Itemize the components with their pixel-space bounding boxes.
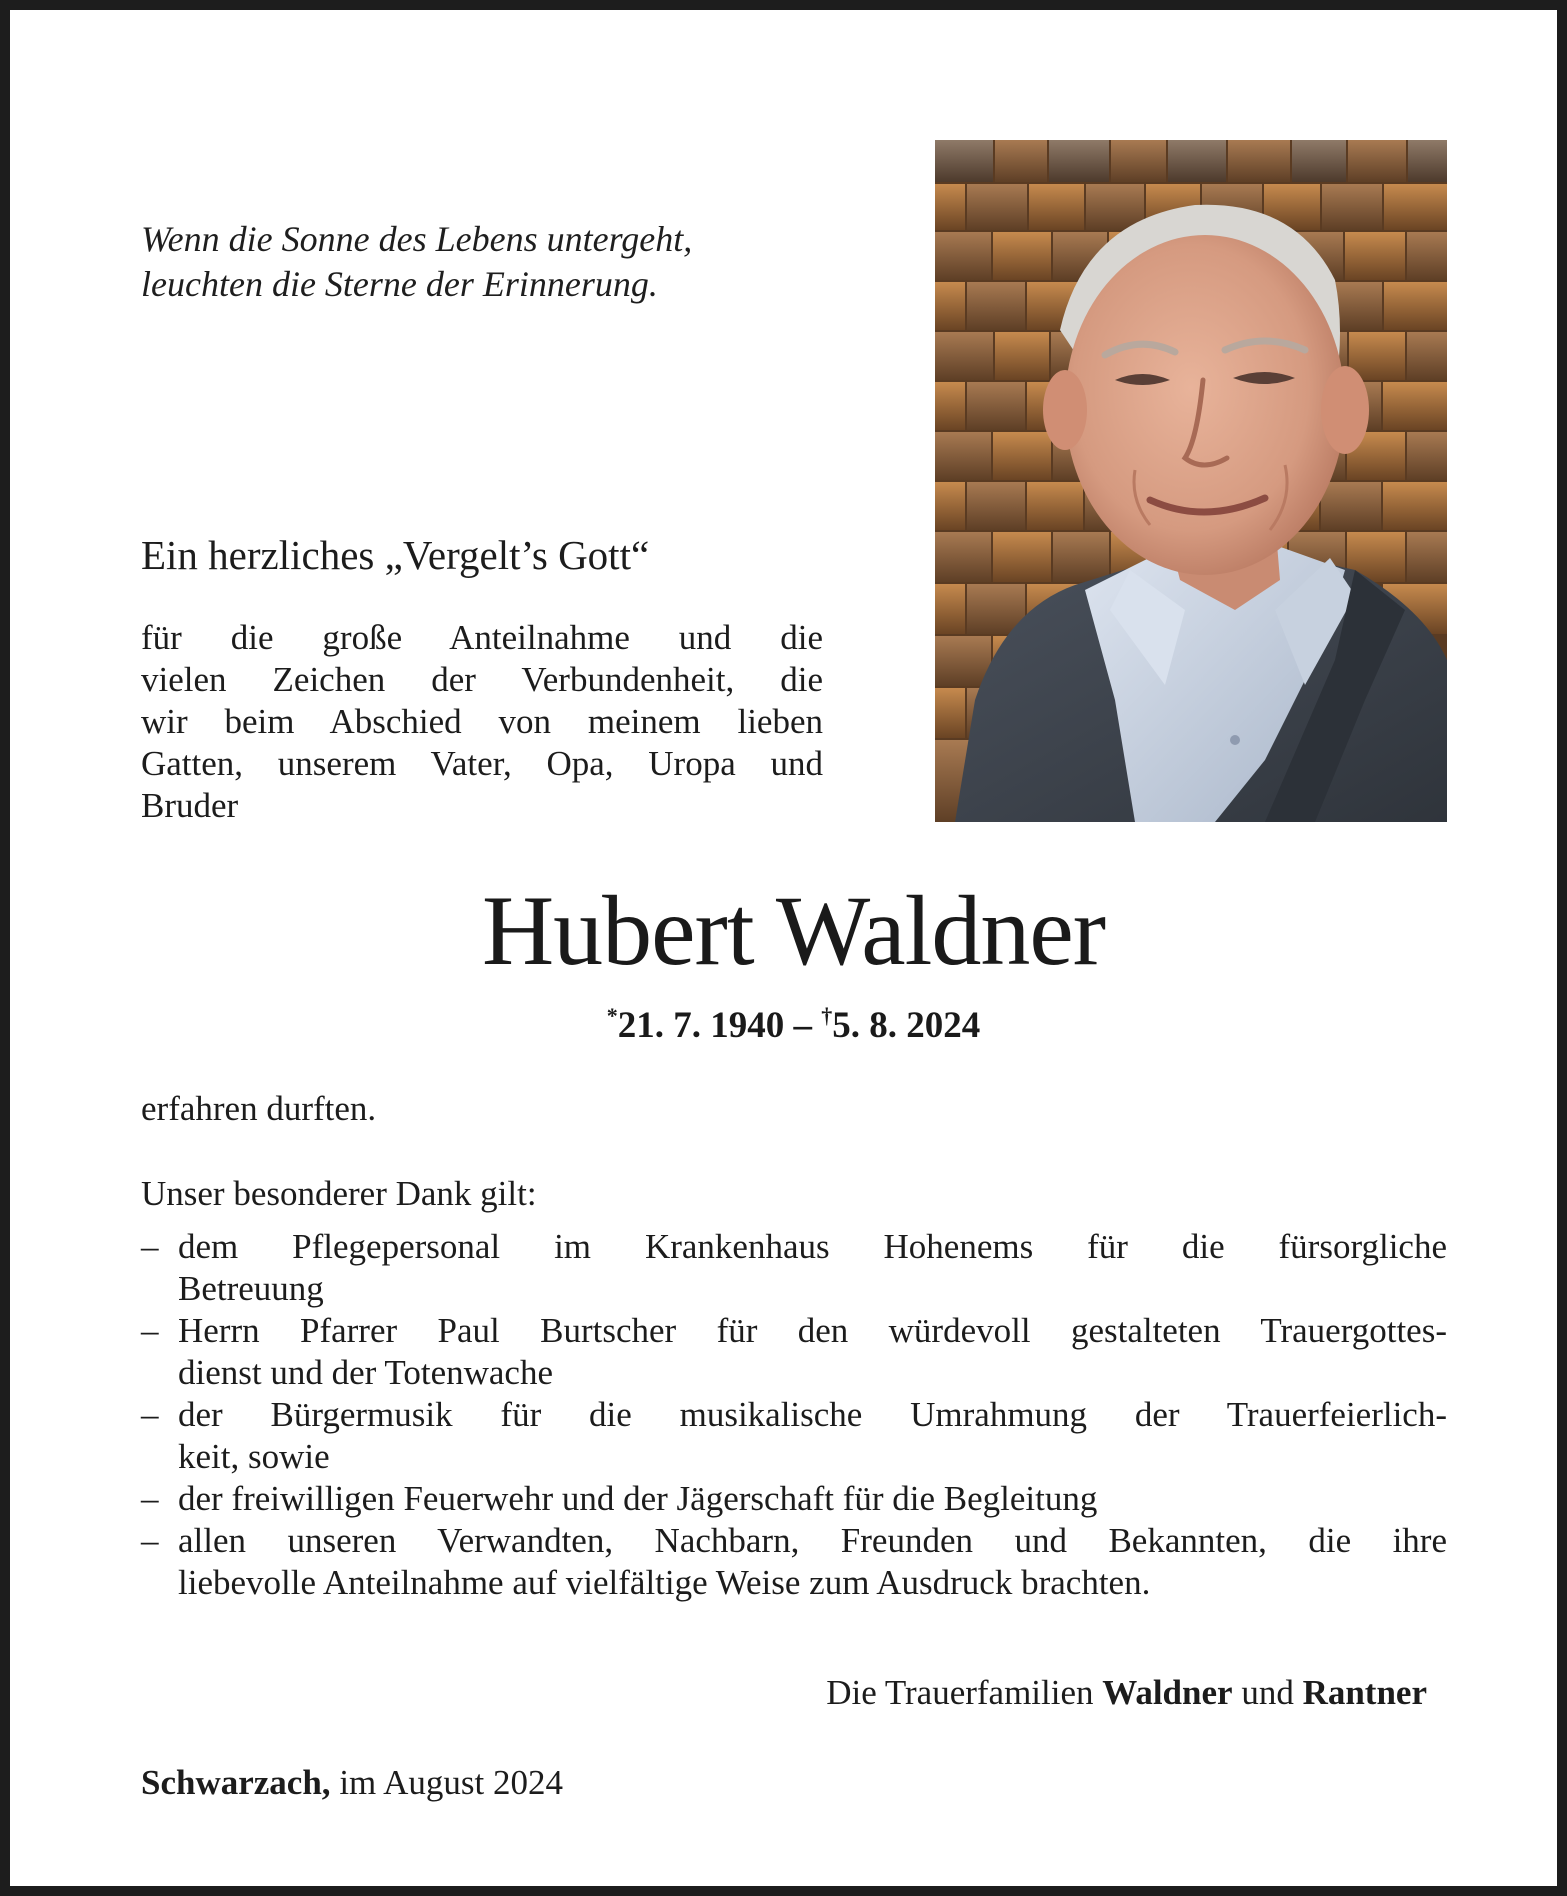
dank-item (141, 1394, 1447, 1478)
dank-item-line: dienst und der Totenwache (178, 1353, 553, 1392)
portrait-photo (935, 140, 1447, 822)
thanks-heading: Ein herzliches „Vergelt’s Gott“ (141, 532, 650, 578)
dank-item-line: keit, sowie (178, 1437, 330, 1476)
thanks-line: vielen Zeichen der Verbundenheit, die (141, 660, 823, 699)
death-symbol: † (821, 1003, 833, 1028)
quote-line-2: leuchten die Sterne der Erinnerung. (141, 264, 658, 304)
dank-item-line: dem Pflegepersonal im Krankenhaus Hohenems für die fürsorgliche (178, 1227, 1447, 1266)
dank-item-line: der freiwilligen Feuerwehr und der Jägerschaft für die Begleitung (178, 1479, 1098, 1518)
signature-prefix: Die Trauerfamilien (826, 1673, 1103, 1712)
thanks-line: für die große Anteilnahme und die (141, 618, 823, 657)
life-dates (10, 1004, 1567, 1048)
dank-item-line: allen unseren Verwandten, Nachbarn, Freunden und Bekannten, die ihre (178, 1521, 1447, 1560)
family-signature (826, 1672, 1427, 1714)
memorial-quote (141, 217, 841, 307)
dank-list (141, 1226, 1447, 1604)
date-separator: – (784, 1005, 822, 1046)
thanks-line: Bruder (141, 786, 239, 825)
family-name-2: Rantner (1302, 1673, 1427, 1712)
dank-item-line: liebevolle Anteilnahme auf vielfältige Weise zum Ausdruck brachten. (178, 1563, 1151, 1602)
place-date: im August 2024 (330, 1763, 563, 1802)
death-date: 5. 8. 2024 (832, 1005, 981, 1046)
dank-heading: Unser besonderer Dank gilt: (141, 1174, 537, 1213)
deceased-name: Hubert Waldner (481, 875, 1106, 986)
dank-item (141, 1478, 1447, 1520)
quote-line-1: Wenn die Sonne des Lebens untergeht, (141, 219, 693, 259)
place-city: Schwarzach, (141, 1763, 331, 1802)
thanks-line: wir beim Abschied von meinem lieben (141, 702, 823, 741)
portrait-illustration (935, 140, 1447, 822)
dash-bullet: – (141, 1311, 159, 1350)
dank-item-line: der Bürgermusik für die musikalische Umrahmung der Trauerfeierlich- (178, 1395, 1447, 1434)
thanks-paragraph (141, 617, 823, 827)
dash-bullet: – (141, 1227, 159, 1266)
dank-item (141, 1226, 1447, 1310)
face (1065, 235, 1345, 575)
dank-item-line: Betreuung (178, 1269, 324, 1308)
place-and-date (141, 1762, 563, 1804)
birth-date: 21. 7. 1940 (617, 1005, 785, 1046)
dank-item (141, 1520, 1447, 1604)
thanks-line: Gatten, unserem Vater, Opa, Uropa und (141, 744, 823, 783)
dash-bullet: – (141, 1395, 159, 1434)
dank-item-line: Herrn Pfarrer Paul Burtscher für den würdevoll gestalteten Trauergottes- (178, 1311, 1447, 1350)
closing-phrase: erfahren durften. (141, 1089, 377, 1128)
signature-conjunction: und (1232, 1673, 1303, 1712)
dash-bullet: – (141, 1479, 159, 1518)
dank-item (141, 1310, 1447, 1394)
birth-symbol: * (606, 1003, 618, 1028)
family-name-1: Waldner (1102, 1673, 1233, 1712)
dash-bullet: – (141, 1521, 159, 1560)
